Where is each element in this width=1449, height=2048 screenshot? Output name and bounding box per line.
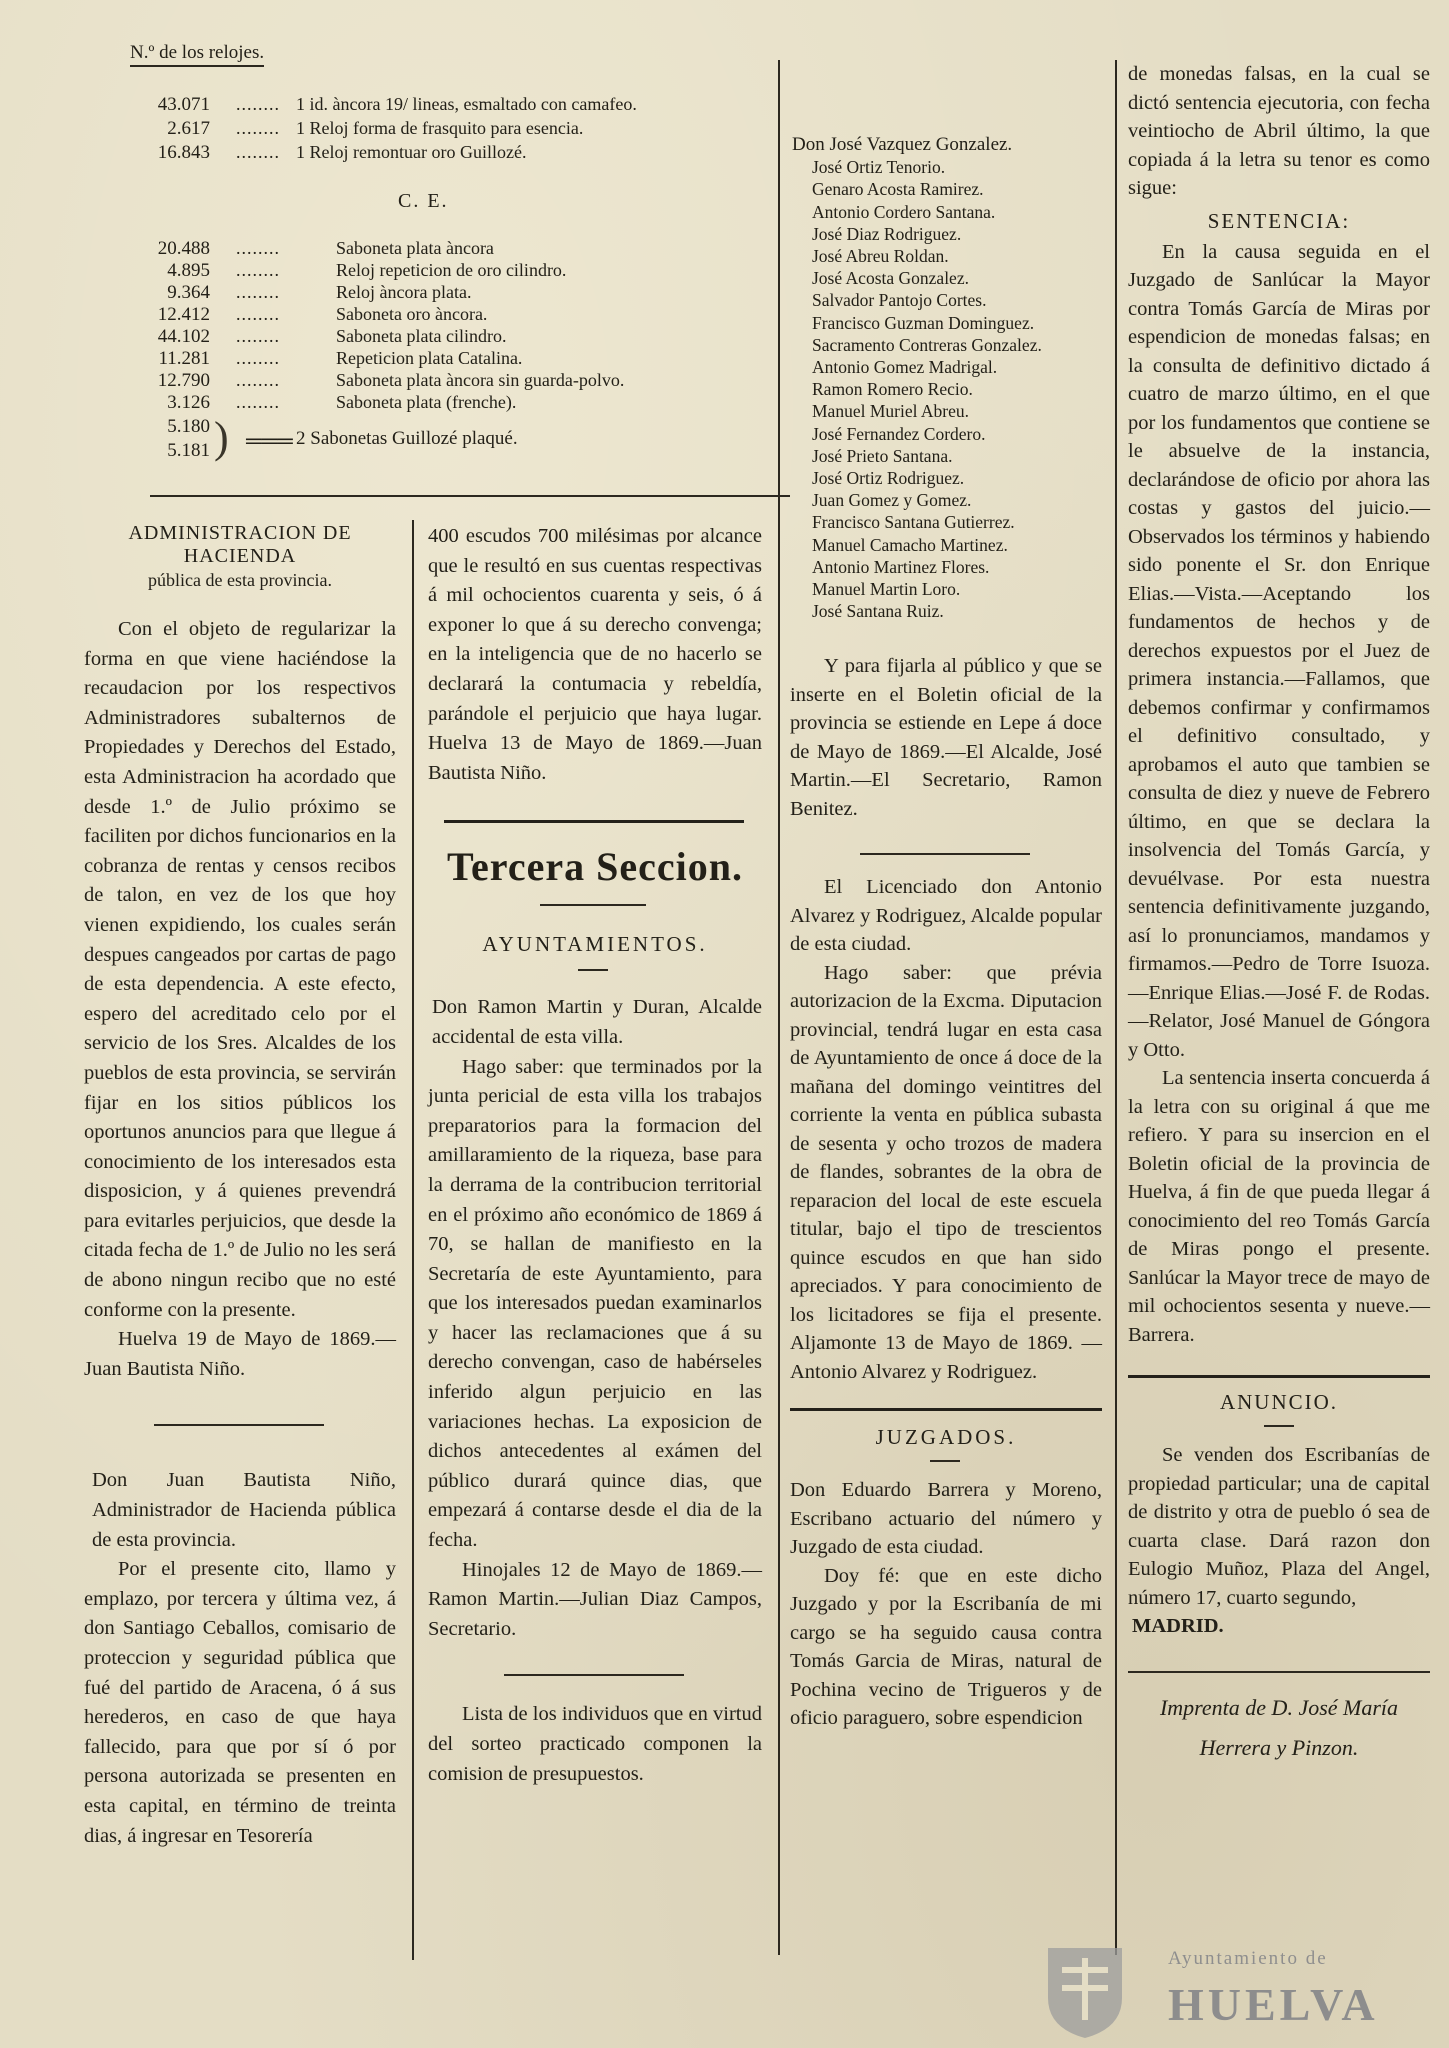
section-rule <box>150 495 790 497</box>
column-rule <box>412 520 414 1960</box>
list-item: José Acosta Gonzalez. <box>812 268 969 289</box>
section-rule <box>540 904 646 906</box>
watch-row: 9.364 ........ Reloj àncora plata. <box>167 282 472 303</box>
watch-list-header: N.º de los relojes. <box>130 42 264 67</box>
city-crest-icon <box>1040 1940 1130 2040</box>
watch-row: 12.412 ........ Saboneta oro àncora. <box>157 304 488 325</box>
section-rule <box>860 853 1030 855</box>
anuncio-heading: ANUNCIO. <box>1219 1390 1339 1414</box>
watch-row: 44.102 ........ Saboneta plata cilindro. <box>157 326 507 347</box>
hacienda-heading: ADMINISTRACION DE HACIENDA <box>128 522 352 567</box>
citation-continuation: 400 escudos 700 milésimas por alcance que le resultó en sus cuentas respectivas á mil ochocientos cuarenta y seis, ó á exponer lo que á su derecho convenga; en la inteligencia que de no hacerlo se declarará la contumacia y rebeldía, parándole el perjuicio que haya lugar. Huelva 13 de Mayo de 1869.—Juan Bautista Niño. <box>428 525 762 784</box>
list-item: Manuel Martin Loro. <box>812 579 961 600</box>
section-rule <box>1264 1425 1294 1427</box>
watch-row: 16.843 ........ 1 Reloj remontuar oro Guillozé. <box>157 142 527 163</box>
list-item: Don José Vazquez Gonzalez. <box>792 134 1013 155</box>
column-2 <box>428 522 762 1789</box>
list-item: José Ortiz Rodriguez. <box>812 468 965 489</box>
section-rule <box>504 1674 684 1676</box>
citation-opening: Don Juan Bautista Niño, Administrador de Hacienda pública de esta provincia. <box>92 1469 396 1551</box>
tercera-seccion-title: Tercera Seccion. <box>447 844 743 890</box>
ayuntamientos-heading: AYUNTAMIENTOS. <box>482 932 708 957</box>
subasta-body: Hago saber: que prévia autorizacion de la Excma. Diputacion provincial, tendrá lugar en esta casa de Ayuntamiento de once á doce de la mañana del domingo veintitres del corriente la venta en pública subasta de sesenta y ocho trozos de madera de flandes, sobrantes de la obra de reparacion del local de este escuela titular, bajo el tipo de trescientos quince escudos en que han sido apreciados. Y para conocimiento de los licitadores se fija el presente. Aljamonte 13 de Mayo de 1869. —Antonio Alvarez y Rodriguez. <box>790 961 1102 1383</box>
list-item: Antonio Cordero Santana. <box>812 201 996 222</box>
list-item: Antonio Martinez Flores. <box>812 556 990 577</box>
list-item: José Diaz Rodriguez. <box>812 223 962 244</box>
anuncio-city: MADRID. <box>1132 1615 1224 1637</box>
sorteo-closing: Y para fijarla al público y que se inserte en el Boletin oficial de la provincia se estiende en Lepe á doce de Mayo de 1869.—El Alcalde, José Martin.—El Secretario, Ramon Benitez. <box>790 655 1102 820</box>
section-rule <box>930 1460 960 1462</box>
watch-row: 5.180 <box>167 416 210 437</box>
sorteo-names <box>790 60 1102 622</box>
hinojales-closing: Hinojales 12 de Mayo de 1869.—Ramon Martin.—Julian Diaz Campos, Secretario. <box>428 1558 762 1640</box>
sentencia-heading: SENTENCIA: <box>1207 208 1351 233</box>
imprint-line2: Herrera y Pinzon. <box>1199 1734 1359 1760</box>
emblem-big-text: HUELVA <box>1168 1979 1379 2030</box>
list-item: José Fernandez Cordero. <box>812 423 986 444</box>
list-item: Francisco Santana Gutierrez. <box>812 512 1015 533</box>
list-item: José Prieto Santana. <box>812 445 953 466</box>
watch-row: 12.790 ........ Saboneta plata àncora sin guarda-polvo. <box>157 370 625 391</box>
imprint-line1: Imprenta de D. José María <box>1159 1694 1399 1720</box>
section-rule <box>1128 1375 1430 1378</box>
juzgados-part1: Don Eduardo Barrera y Moreno, Escribano actuario del número y Juzgado de esta ciudad. <box>790 1479 1102 1559</box>
section-rule <box>790 1408 1102 1411</box>
column-3 <box>790 60 1102 1733</box>
sorteo-intro: Lista de los individuos que en virtud del sorteo practicado componen la comision de presupuestos. <box>428 1703 762 1785</box>
list-item: Juan Gomez y Gomez. <box>812 490 972 511</box>
watch-row: 5.181 ) ═══ 2 Sabonetas Guillozé plaqué. <box>167 413 518 462</box>
juzgados-part3: de monedas falsas, en la cual se dictó sentencia ejecutoria, con fecha veintiocho de Abril último, la que copiada á la letra su tenor es como sigue: <box>1128 63 1430 199</box>
hinojales-opening: Don Ramon Martin y Duran, Alcalde accidental de esta villa. <box>432 996 762 1048</box>
hacienda-body: Con el objeto de regularizar la forma en que viene haciéndose la recaudacion por los respectivos Administradores subalternos de Propiedades y Derechos del Estado, esta Administracion ha acordado que desde 1.º de Julio próximo se faciliten por dichos funcionarios en la cobranza de rentas y censos recibos de talon, en vez de los que hoy vienen expidiendo, los cuales serán despues cangeados por cartas de pago de esta dependencia. A este efecto, espero del acreditado celo por el servicio de los Sres. Alcaldes de los pueblos de esta provincia, se servirán fijar en los sitios públicos los oportunos anuncios para que llegue á conocimiento de los interesados esta disposicion, y á quienes prevendrá para evitarles perjuicios, que desde la citada fecha de 1.º de Julio no les será de abono ningun recibo que no esté conforme con la presente. <box>84 618 396 1321</box>
ayuntamiento-watermark <box>1040 1940 1440 2040</box>
double-dash: ═══ <box>246 428 293 453</box>
hacienda-subheading: pública de esta provincia. <box>148 570 332 590</box>
brace-icon: ) <box>214 413 229 462</box>
juzgados-part2: Doy fé: que en este dicho Juzgado y por la Escribanía de mi cargo se ha seguido causa contra Tomás Garcia de Miras, natural de Pochina vecino de Trigueros y de oficio paraguero, sobre espendicion <box>790 1564 1102 1730</box>
emblem-small-text: Ayuntamiento de <box>1168 1948 1328 1969</box>
column-4 <box>1128 60 1430 1761</box>
citation-body: Por el presente cito, llamo y emplazo, por tercera y última vez, á don Santiago Ceballos, comisario de proteccion y seguridad pública que fué del partido de Aracena, ó á sus herederos, en caso de que haya fallecido, para que por sí ó por persona autorizada se presenten en esta capital, en término de treinta dias, á ingresar en Tesorería <box>84 1558 396 1847</box>
watch-row: 4.895 ........ Reloj repeticion de oro cilindro. <box>167 260 567 281</box>
subasta-opening: El Licenciado don Antonio Alvarez y Rodriguez, Alcalde popular de esta ciudad. <box>790 876 1102 956</box>
anuncio-body: Se venden dos Escribanías de propiedad particular; una de capital de distrito y otra de pueblo ó sea de cuarta clase. Dará razon don Eulogio Muñoz, Plaza del Angel, número 17, cuarto segundo, <box>1128 1444 1430 1609</box>
watch-row: 43.071 ........ 1 id. àncora 19/ lineas, esmaltado con camafeo. <box>157 94 637 115</box>
hinojales-body: Hago saber: que terminados por la junta pericial de esta villa los trabajos preparatorios para la formacion del amillaramiento de la riqueza, base para la derrama de la contribucion territorial en el próximo año económico de 1869 á 70, se hallan de manifiesto en la Secretaría de este Ayuntamiento, para que los interesados puedan examinarlos y hacer las reclamaciones que á su derecho convengan, caso de habérseles inferido algun perjuicio en las variaciones hechas. La exposicion de dichos antecedentes al exámen del público durará quince dias, que empezará á contarse desde el dia de la fecha. <box>428 1055 762 1552</box>
watch-list-ce-heading: C. E. <box>398 190 449 212</box>
watch-row: 11.281 ........ Repeticion plata Catalina. <box>158 348 523 369</box>
list-item: Manuel Camacho Martinez. <box>812 534 1008 555</box>
section-rule <box>1128 1671 1430 1673</box>
list-item: Sacramento Contreras Gonzalez. <box>812 334 1042 355</box>
list-item: José Abreu Roldan. <box>812 246 949 267</box>
sentencia-text: En la causa seguida en el Juzgado de Sanlúcar la Mayor contra Tomás García de Miras por espendicion de monedas falsas; en la consulta de definitivo dictado á cuatro de marzo último, en el que por los fundamentos que contiene se le absuelve de la instancia, declarándose de oficio por ahora las costas y gastos del juicio.—Observados los términos y habiendo sido ponente el Sr. don Enrique Elias.—Vista.—Aceptando los fundamentos de hechos y de derechos expuestos por el Juez de primera instancia.—Fallamos, que debemos confirmar y confirmamos el definitivo consultado, y aprobamos el auto que tambien se consulta de diez y nueve de Febrero último, en que se declara la insolvencia del Tomás García, y devuélvase. Por esta nuestra sentencia definitivamente juzgando, así lo pronunciamos, mandamos y firmamos.—Pedro de Torre Isuoza.—Enrique Elias.—José F. de Rodas.—Relator, José Manuel de Góngora y Otto. <box>1128 240 1430 1061</box>
list-item: José Ortiz Tenorio. <box>812 157 946 178</box>
hacienda-closing: Huelva 19 de Mayo de 1869.—Juan Bautista Niño. <box>84 1328 396 1380</box>
juzgados-heading: JUZGADOS. <box>875 1425 1017 1450</box>
list-item: Francisco Guzman Dominguez. <box>812 312 1035 333</box>
watch-row: 2.617 ........ 1 Reloj forma de frasquito para esencia. <box>167 118 584 139</box>
list-item: José Santana Ruiz. <box>812 601 944 622</box>
column-1 <box>84 522 396 1851</box>
section-rule <box>578 969 608 971</box>
watch-row: 20.488 ........ Saboneta plata àncora <box>157 238 494 259</box>
column-rule <box>778 60 780 1955</box>
list-item: Genaro Acosta Ramirez. <box>812 179 984 200</box>
watch-list <box>118 38 808 488</box>
list-item: Antonio Gomez Madrigal. <box>812 357 998 378</box>
list-item: Manuel Muriel Abreu. <box>812 401 969 422</box>
section-rule <box>154 1424 324 1426</box>
watch-row: 3.126 ........ Saboneta plata (frenche). <box>167 392 517 413</box>
list-item: Salvador Pantojo Cortes. <box>812 290 987 311</box>
section-rule <box>444 820 744 823</box>
column-rule <box>1115 60 1117 1955</box>
list-item: Ramon Romero Recio. <box>812 379 973 400</box>
juzgados-closing: La sentencia inserta concuerda á la letra con su original á que me refiero. Y para su insercion en el Boletin oficial de la provincia de Huelva, á fin de que pueda llegar á conocimiento del reo Tomás García de Miras pongo el presente. Sanlúcar la Mayor trece de mayo de mil ochocientos sesenta y nueve.—Barrera. <box>1128 1067 1430 1346</box>
